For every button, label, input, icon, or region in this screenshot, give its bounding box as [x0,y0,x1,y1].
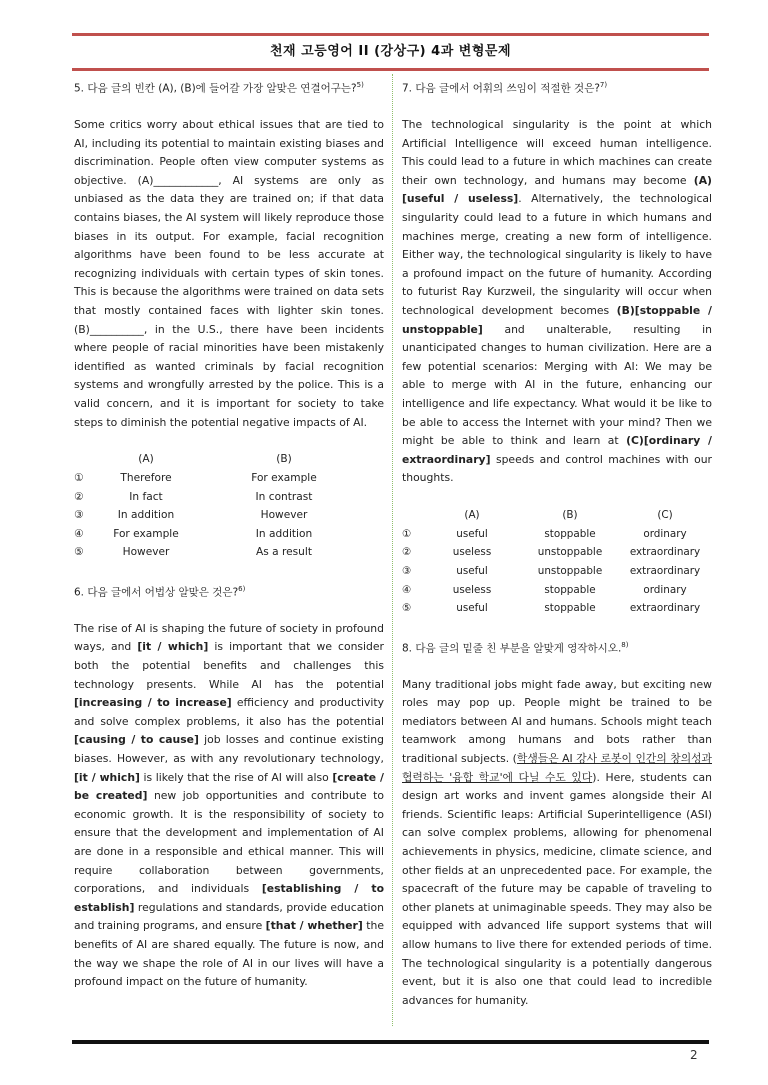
page-title: 천재 고등영어 II (강상구) 4과 변형문제 [269,44,512,59]
question-8-passage: Many traditional jobs might fade away, but exciting new roles may pop up. People might be trained to be mediators between AI and humans. Schools might teach teamwork among humans and bots rather than traditional subjects. (학생들은 AI 강사 로봇이 인간의 창의성과 협력하는 '융합 학교'에 다닐 수도 있다). Here, students can design art works and invent games alongside their AI friends. Scientific leaps: Artificial Superintelligence (ASI) can solve complex problems, allowing for phenomenal achievements in physics, medicine, climate science, and other fields at an unprecedented pace. For example, the spacecraft of the future may be capable of traveling to other planets at unimaginable speeds. They may also be equipped with advanced life support systems that will allow humans to live there for extended periods of time. The technological singularity is a potentially dangerous event, but it is also one that could lead to incredible advances for humanity. [402,677,712,1007]
question-8-title: 8. 다음 글의 밑줄 친 부분을 알맞게 영작하시오.$^{8)}$ [402,640,629,655]
question-5-passage: Some critics worry about ethical issues that are tied to AI, including its potential to maintain existing biases and discrimination. People often view computer systems as objective. (A)____________, AI systems are only as unbiased as the data they are trained on; if that data contains biases, the AI system will likely reproduce those biases in its output. For example, facial recognition algorithms have been found to be less accurate at recognizing individuals with certain types of skin tones. This is because the algorithms were trained on data sets that mostly contained faces with lighter skin tones. (B)__________, in the U.S., there have been incidents where people of racial minorities have been mistakenly identified as wanted criminals by facial recognition systems and wrongfully arrested by the police. This is a valid concern, and it is important for society to take steps to diminish the potential negative impacts of AI. [74,118,384,429]
choice-a: (A)[useful / useless] [402,173,712,206]
footer-rule [72,1040,709,1044]
right-column [402,76,712,1010]
question-7 [402,76,712,618]
footnote-ref: 6) [238,584,246,593]
option-row: ② useless unstoppable extraordinary [402,546,701,559]
choice-4: [it / which] [74,770,140,784]
page-number: 2 [690,1048,698,1062]
option-row: ⑤ However As a result [74,546,312,559]
choice-7: [that / whether] [265,919,363,933]
option-row: ③ In addition However [74,509,308,522]
choice-b: (B)[stoppable / unstoppable] [402,304,712,336]
footnote-ref: 5) [356,81,364,89]
question-6 [74,580,384,992]
question-7-options: (A) (B) (C) ① useful stoppable ordinary ② useless unstoppable extraordinary ③ useful unstoppable extraordinary ④ useless stoppable ordinary ⑤ useful stoppable extraordinary [402,506,712,618]
header-rule-top [72,33,709,36]
footnote-ref: 8) [621,640,629,649]
choice-3: [causing / to cause] [74,733,199,747]
left-column [74,76,384,992]
question-5-title: 5. 다음 글의 빈칸 (A), (B)에 들어갈 가장 알맞은 연결어구는?$^{5)}$ [74,81,364,95]
question-7-title: 7. 다음 글에서 어휘의 쓰임이 적절한 것은?$^{7)}$ [402,81,608,95]
option-row: ② In fact In contrast [74,490,313,503]
option-row: ④ For example In addition [74,527,313,540]
option-row: ③ useful unstoppable extraordinary [402,565,701,578]
choice-2: [increasing / to increase] [74,696,232,710]
choice-c: (C)[ordinary / extraordinary] [402,434,713,466]
choice-1: [it / which] [137,640,209,654]
choice-5: [create / be created] [74,770,384,803]
blank-a: ____________ [153,173,219,187]
question-5 [74,76,384,562]
option-row: ① useful stoppable ordinary [402,527,687,540]
option-row: ④ useless stoppable ordinary [402,583,687,596]
question-7-passage: The technological singularity is the point at which Artificial Intelligence will exceed human intelligence. This could lead to a future in which machines can create their own technology, and humans may become (A)[useful / useless]. Alternatively, the technological singularity could lead to a future in which humans and machines merge, creating a new form of intelligence. Either way, the technological singularity is likely to have a profound impact on the future of humanity. According to futurist Ray Kurzweil, the singularity will occur when technological development becomes (B)[stoppable / unstoppable] and unalterable, resulting in unanticipated changes to human civilization. Here are a few potential scenarios: Merging with AI: We may be able to merge with AI in the future, enhancing our intelligence and life expectancy. What would it be like to be able to access the Internet with your mind? Then we might be able to think and learn at (C)[ordinary / extraordinary] speeds and control machines with our thoughts. [402,118,713,485]
header-rule-bottom [72,68,709,71]
option-row: ⑤ useful stoppable extraordinary [402,602,701,615]
underlined-sentence: 학생들은 AI 강사 로봇이 인간의 창의성과 협력하는 '융합 학교'에 다닐 수도 있다 [402,752,712,784]
column-divider [392,74,393,1026]
footnote-ref: 7) [599,81,608,89]
choice-6: [establishing / to establish] [74,882,384,914]
question-6-passage: The rise of AI is shaping the future of society in profound ways, and [it / which] is important that we consider both the potential benefits and challenges this technology presents. While AI has the potential [increasing / to increase] efficiency and productivity and solve complex problems, it also has the potential [causing / to cause] job losses and continue existing biases. However, as with any revolutionary technology, [it / which] is likely that the rise of AI will also [create / be created] new job opportunities and contribute to economic growth. It is the responsibility of society to ensure that the development and implementation of AI are done in a responsible and ethical manner. This will require collaboration between governments, corporations, and individuals [establishing / to establish] regulations and standards, provide education and training programs, and ensure [that / whether] the benefits of AI are shared equally. The future is now, and the way we shape the role of AI in our lives will have a profound impact on the future of humanity. [74,621,385,989]
question-6-title: 6. 다음 글에서 어법상 알맞은 것은?$^{6)}$ [74,584,246,599]
question-8 [402,636,712,1011]
question-5-options: (A) (B) ① Therefore For example ② In fact In contrast ③ In addition However ④ For example In addition ⑤ However As a result [74,450,374,562]
blank-b: __________ [89,322,144,336]
option-row: ① Therefore For example [74,472,317,485]
